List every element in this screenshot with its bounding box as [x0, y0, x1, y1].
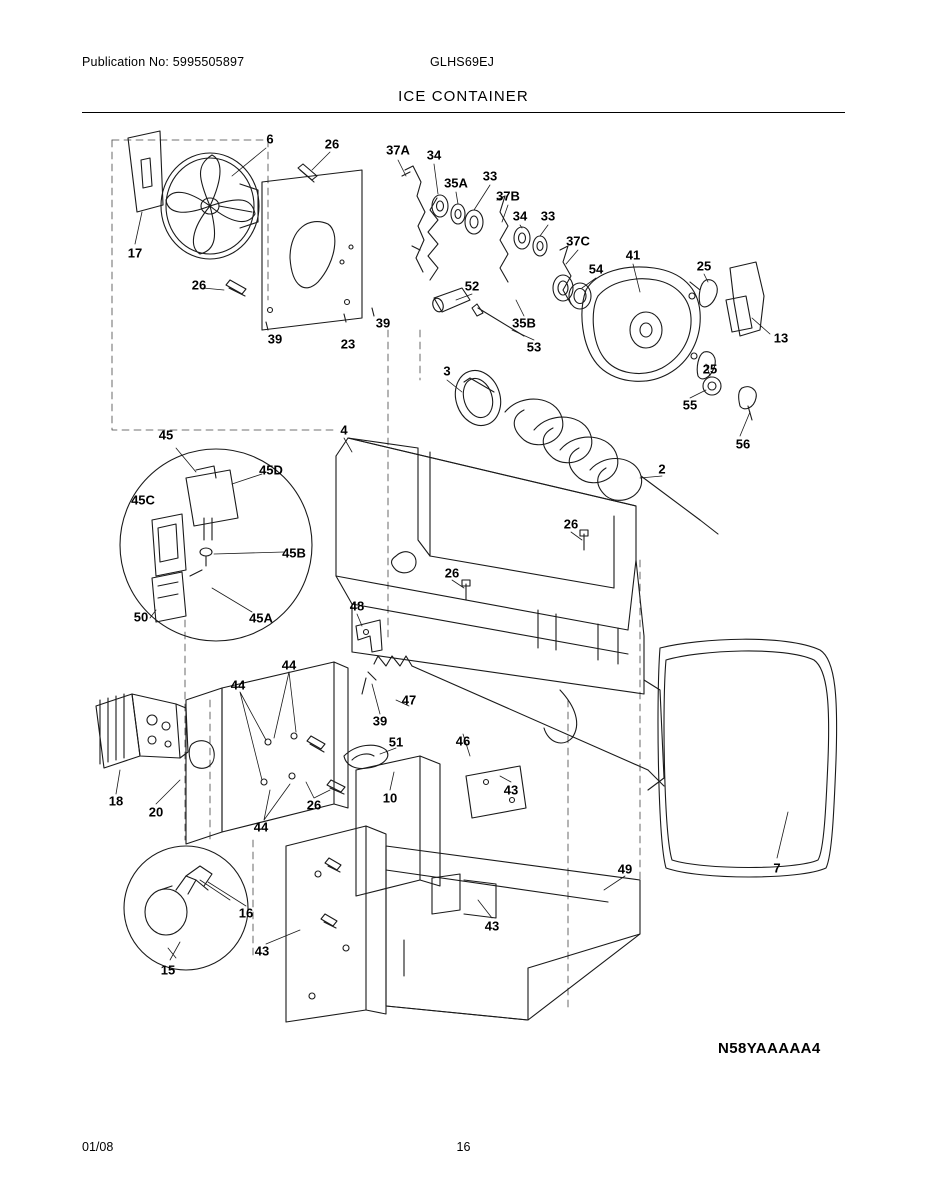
- callout-45d: 45D: [259, 462, 283, 478]
- callout-46: 46: [455, 733, 471, 749]
- callout-50: 50: [133, 609, 149, 625]
- callout-43c: 43: [254, 943, 270, 959]
- page-title: ICE CONTAINER: [398, 88, 529, 105]
- callout-13: 13: [773, 330, 789, 346]
- callout-43b: 43: [484, 918, 500, 934]
- callout-26d: 26: [444, 565, 460, 581]
- callout-35a: 35A: [444, 175, 468, 191]
- callout-45b: 45B: [282, 545, 306, 561]
- callout-54: 54: [588, 261, 604, 277]
- callout-37b: 37B: [496, 188, 520, 204]
- callout-3: 3: [443, 363, 451, 379]
- callout-26c: 26: [563, 516, 579, 532]
- callout-35b: 35B: [512, 315, 536, 331]
- callout-26: 26: [324, 136, 340, 152]
- callout-52: 52: [464, 278, 480, 294]
- callout-33: 33: [482, 168, 498, 184]
- callout-7: 7: [773, 860, 781, 876]
- callout-25b: 25: [702, 361, 718, 377]
- callout-26b: 26: [191, 277, 207, 293]
- callout-47: 47: [401, 692, 417, 708]
- callout-15: 15: [160, 962, 176, 978]
- callout-23: 23: [340, 336, 356, 352]
- publication-value: 5995505897: [172, 55, 245, 69]
- callout-45c: 45C: [131, 492, 155, 508]
- callout-4: 4: [340, 422, 348, 438]
- callout-6: 6: [266, 131, 274, 147]
- diagram-code: N58YAAAAA4: [718, 1040, 821, 1057]
- callout-20: 20: [148, 804, 164, 820]
- callout-48: 48: [349, 598, 365, 614]
- callout-2: 2: [658, 461, 666, 477]
- callout-44: 44: [281, 657, 297, 673]
- callout-43: 43: [503, 782, 519, 798]
- callout-44c: 44: [253, 819, 269, 835]
- callout-17: 17: [127, 245, 143, 261]
- callout-18: 18: [108, 793, 124, 809]
- footer-page-number: 16: [456, 1140, 471, 1154]
- callout-56: 56: [735, 436, 751, 452]
- callout-45a: 45A: [249, 610, 273, 626]
- callout-39b: 39: [375, 315, 391, 331]
- callout-26e: 26: [306, 797, 322, 813]
- callout-10: 10: [382, 790, 398, 806]
- callout-41: 41: [625, 247, 641, 263]
- callout-53: 53: [526, 339, 542, 355]
- callout-55: 55: [682, 397, 698, 413]
- callout-37a: 37A: [386, 142, 410, 158]
- model-number: GLHS69EJ: [430, 55, 495, 69]
- callout-33b: 33: [540, 208, 556, 224]
- callout-45: 45: [158, 427, 174, 443]
- publication-label: Publication No:: [82, 55, 170, 69]
- callout-44b: 44: [230, 677, 246, 693]
- callout-37c: 37C: [566, 233, 590, 249]
- callout-25: 25: [696, 258, 712, 274]
- callout-51: 51: [388, 734, 404, 750]
- footer-date: 01/08: [82, 1140, 114, 1154]
- callout-16: 16: [238, 905, 254, 921]
- callout-34: 34: [426, 147, 442, 163]
- callout-39: 39: [267, 331, 283, 347]
- callout-39c: 39: [372, 713, 388, 729]
- callout-49: 49: [617, 861, 633, 877]
- callout-34b: 34: [512, 208, 528, 224]
